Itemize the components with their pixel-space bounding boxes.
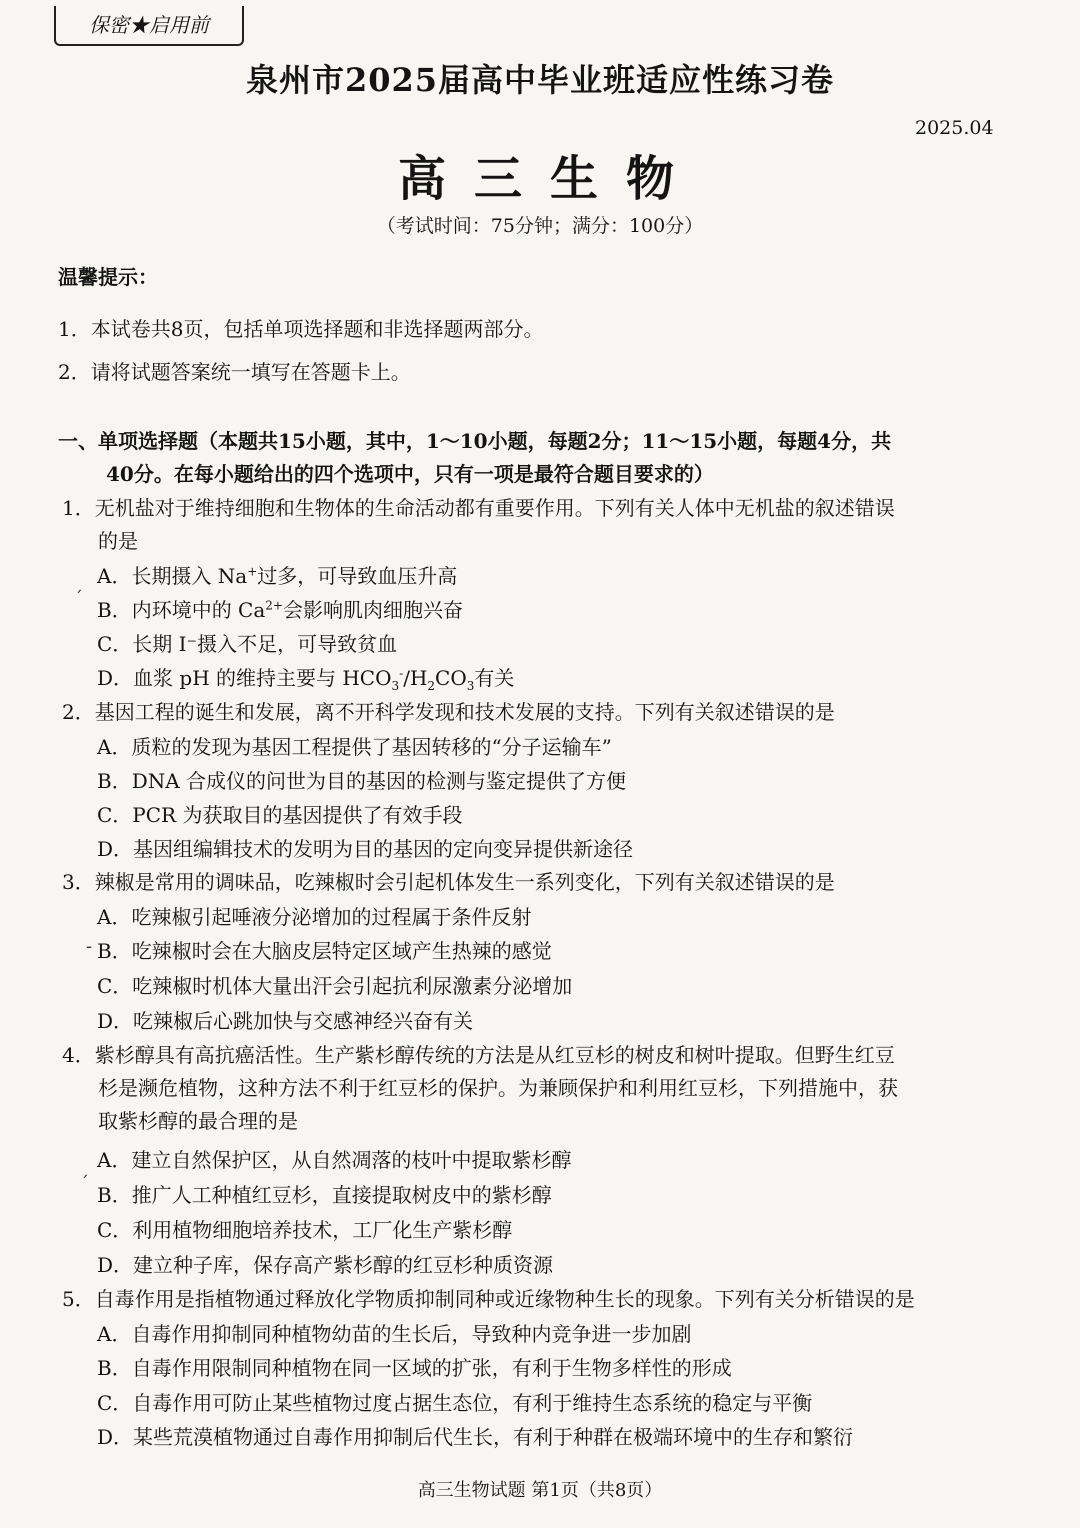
option-text: /H [403,666,428,690]
question-2-option-d: D．基因组编辑技术的发明为目的基因的定向变异提供新途径 [97,837,634,861]
subscript: 2 [427,679,436,693]
option-text: A．长期摄入 Na [97,564,248,588]
option-text: CO [435,666,467,690]
tip-item: 2．请将试题答案统一填写在答题卡上。 [58,360,411,384]
subscript: 3 [391,679,400,693]
superscript: 2+ [265,598,283,613]
question-5-option-b: B．自毒作用限制同种植物在同一区域的扩张，有利于生物多样性的形成 [97,1356,732,1380]
question-1-option-d [97,662,514,693]
question-2-option-b: B．DNA 合成仪的问世为目的基因的检测与鉴定提供了方便 [97,769,627,793]
stem-line: 取紫杉醇的最合理的是 [98,1109,298,1133]
superscript: + [247,564,258,579]
option-text: B．内环境中的 Ca [97,598,266,622]
section-heading-line: 一、单项选择题（本题共15小题，其中，1～10小题，每题2分；11～15小题，每题4分，共 [58,429,892,453]
question-3-option-a: A．吃辣椒引起唾液分泌增加的过程属于条件反射 [97,905,532,929]
question-2-option-c: C．PCR 为获取目的基因提供了有效手段 [97,803,463,827]
question-3-stem [62,866,1048,899]
question-1-option-a [97,560,457,589]
question-4-option-b: B．推广人工种植红豆杉，直接提取树皮中的紫杉醇 [97,1183,552,1207]
stem-line: 2．基因工程的诞生和发展，离不开科学发现和技术发展的支持。下列有关叙述错误的是 [62,700,835,724]
question-5-stem [62,1283,1048,1316]
subscript: 3 [466,679,475,693]
stem-line: 的是 [98,529,138,553]
stem-line: 1．无机盐对于维持细胞和生物体的生命活动都有重要作用。下列有关人体中无机盐的叙述错误 [62,496,895,520]
question-4-option-a: A．建立自然保护区，从自然凋落的枝叶中提取紫杉醇 [97,1148,572,1172]
confidential-stamp: 保密★启用前 [54,6,244,46]
question-4-option-d: D．建立种子库，保存高产紫杉醇的红豆杉种质资源 [97,1253,554,1277]
option-text: 过多，可导致血压升高 [257,564,458,588]
section-heading-line: 40分。在每小题给出的四个选项中，只有一项是最符合题目要求的） [106,462,714,486]
option-text: D．血浆 pH 的维持主要与 HCO [97,666,392,690]
superscript: - [399,666,404,681]
stem-line: 杉是濒危植物，这种方法不利于红豆杉的保护。为兼顾保护和利用红豆杉，下列措施中，获 [98,1076,898,1100]
option-text: 有关 [474,666,515,690]
question-1-option-b [97,594,463,623]
question-3-option-c: C．吃辣椒时机体大量出汗会引起抗利尿激素分泌增加 [97,974,573,998]
pencil-tick-mark: ˊ [74,588,83,609]
question-2-option-a: A．质粒的发现为基因工程提供了基因转移的“分子运输车” [97,735,612,759]
question-1-option-c: C．长期 I⁻摄入不足，可导致贫血 [97,632,398,656]
question-5-option-d: D．某些荒漠植物通过自毒作用抑制后代生长，有利于种群在极端环境中的生存和繁衍 [97,1425,854,1449]
stem-line: 5．自毒作用是指植物通过释放化学物质抑制同种或近缘物种生长的现象。下列有关分析错误的是 [62,1287,915,1311]
question-3-option-b: B．吃辣椒时会在大脑皮层特定区域产生热辣的感觉 [97,939,552,963]
question-4-stem [62,1039,1048,1138]
question-5-option-a: A．自毒作用抑制同种植物幼苗的生长后，导致种内竞争进一步加剧 [97,1322,692,1346]
pencil-tick-mark: ˊ [80,1173,89,1194]
subject-heading: 高三生物 [397,151,702,207]
exam-date: 2025.04 [915,117,994,139]
option-text: 会影响肌肉细胞兴奋 [282,598,463,622]
pencil-dash-mark: - [86,936,93,957]
stem-line: 4．紫杉醇具有高抗癌活性。生产紫杉醇传统的方法是从红豆杉的树皮和树叶提取。但野生红豆 [62,1043,895,1067]
question-2-stem [62,696,1048,729]
question-1-stem [62,492,1048,558]
section-heading [58,425,1048,491]
question-3-option-d: D．吃辣椒后心跳加快与交感神经兴奋有关 [97,1009,474,1033]
tip-item: 1．本试卷共8页，包括单项选择题和非选择题两部分。 [58,317,544,341]
stem-line: 3．辣椒是常用的调味品，吃辣椒时会引起机体发生一系列变化，下列有关叙述错误的是 [62,870,835,894]
question-5-option-c: C．自毒作用可防止某些植物过度占据生态位，有利于维持生态系统的稳定与平衡 [97,1391,813,1415]
exam-title: 泉州市2025届高中毕业班适应性练习卷 [245,61,835,99]
exam-info: （考试时间：75分钟；满分：100分） [376,215,704,237]
question-4-option-c: C．利用植物细胞培养技术，工厂化生产紫杉醇 [97,1218,513,1242]
tips-heading: 温馨提示： [58,265,158,289]
page-footer: 高三生物试题 第1页（共8页） [417,1480,663,1501]
